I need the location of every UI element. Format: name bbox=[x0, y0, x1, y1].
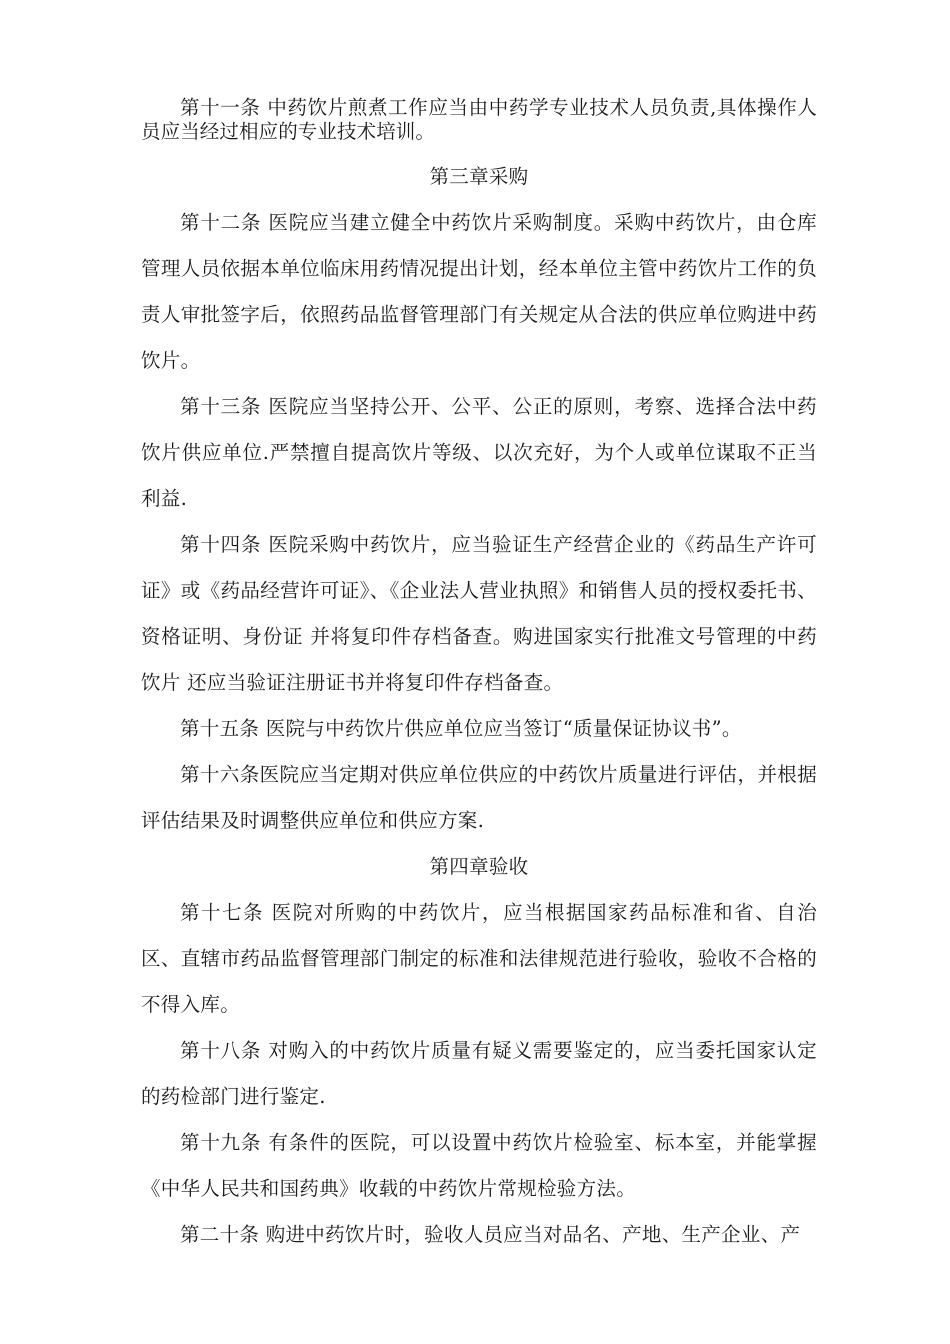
article-11: 第十一条 中药饮片煎煮工作应当由中药学专业技术人员负责,具体操作人员应当经过相应的专业技术培训。 bbox=[141, 96, 817, 143]
chapter-4-heading: 第四章验收 bbox=[429, 855, 529, 878]
article-15: 第十五条 医院与中药饮片供应单位应当签订“质量保证协议书”。 bbox=[180, 717, 742, 740]
document-page bbox=[141, 96, 817, 1258]
article-16: 第十六条医院应当定期对供应单位供应的中药饮片质量进行评估，并根据评估结果及时调整供应单位和供应方案. bbox=[141, 763, 817, 832]
article-14: 第十四条 医院采购中药饮片，应当验证生产经营企业的《药品生产许可证》或《药品经营许可证》、《企业法人营业执照》和销售人员的授权委托书、资格证明、身份证 并将复印件存档备查。购进国家实行批准文号管理的中药饮片 还应当验证注册证书并将复印件存档备查。 bbox=[141, 533, 817, 694]
chapter-3-heading: 第三章采购 bbox=[429, 165, 529, 188]
article-17: 第十七条 医院对所购的中药饮片，应当根据国家药品标准和省、自治区、直辖市药品监督管理部门制定的标准和法律规范进行验收，验收不合格的不得入库。 bbox=[141, 901, 817, 1016]
article-20: 第二十条 购进中药饮片时，验收人员应当对品名、产地、生产企业、产 bbox=[180, 1223, 801, 1246]
article-18: 第十八条 对购入的中药饮片质量有疑义需要鉴定的，应当委托国家认定的药检部门进行鉴定. bbox=[141, 1039, 817, 1108]
article-19: 第十九条 有条件的医院，可以设置中药饮片检验室、标本室，并能掌握《中华人民共和国药典》收载的中药饮片常规检验方法。 bbox=[141, 1131, 817, 1200]
article-13: 第十三条 医院应当坚持公开、公平、公正的原则，考察、选择合法中药饮片供应单位.严禁擅自提高饮片等级、以次充好，为个人或单位谋取不正当利益. bbox=[141, 395, 817, 510]
article-12: 第十二条 医院应当建立健全中药饮片采购制度。采购中药饮片，由仓库管理人员依据本单位临床用药情况提出计划，经本单位主管中药饮片工作的负责人审批签字后，依照药品监督管理部门有关规定从合法的供应单位购进中药饮片。 bbox=[141, 211, 817, 372]
